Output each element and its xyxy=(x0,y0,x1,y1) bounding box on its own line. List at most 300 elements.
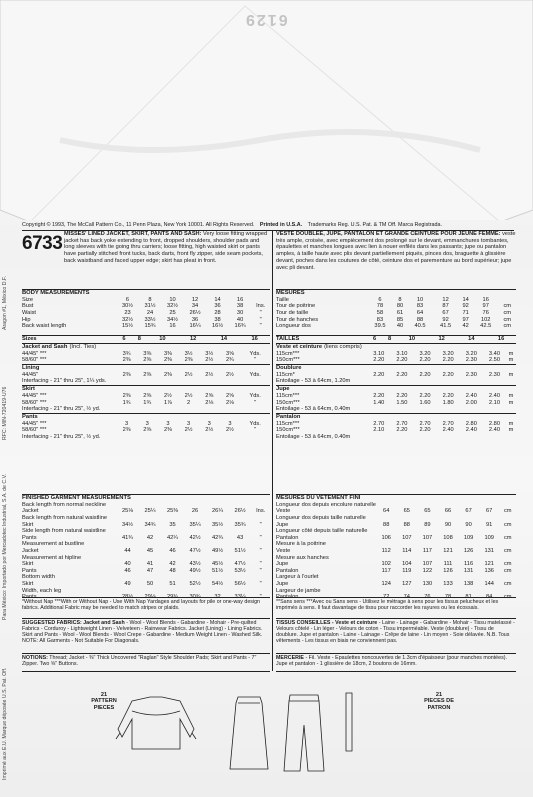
garment-back-views xyxy=(110,689,436,773)
yardage-title: Skirt xyxy=(22,385,35,392)
row-value xyxy=(251,502,270,509)
tailles-header xyxy=(276,336,516,343)
row-value: 88 xyxy=(416,316,424,323)
size-value: 10 xyxy=(408,336,416,342)
table-row xyxy=(22,406,270,413)
row-value xyxy=(417,574,438,581)
row-value xyxy=(139,588,162,595)
row-value: 97 xyxy=(462,316,469,323)
row-value: 40 xyxy=(236,316,244,323)
yardage-group xyxy=(22,406,270,413)
row-value: 126 xyxy=(443,567,453,574)
yardage-value: 3⅝ xyxy=(225,350,234,357)
table-row xyxy=(276,378,516,385)
yardage-title: Veste et ceinture xyxy=(276,343,323,350)
yardage-title: Doublure xyxy=(276,364,302,371)
row-value: cm xyxy=(503,521,512,528)
table-row xyxy=(22,502,270,509)
row-value xyxy=(229,541,252,548)
table-row xyxy=(22,303,270,310)
yardage-value: 3 xyxy=(187,420,191,427)
table-row xyxy=(22,581,270,588)
row-value: cm xyxy=(503,547,512,554)
row-value: 14 xyxy=(462,296,469,303)
yardage-value: 3 xyxy=(207,420,211,427)
size-value: 14 xyxy=(468,336,475,342)
fabric-width: 115cm* xyxy=(276,371,295,378)
envelope-flap xyxy=(0,0,533,220)
fabric-width: 58/60" *** xyxy=(22,357,47,364)
yardage-value: 2½ xyxy=(184,427,193,434)
row-value: 52½ xyxy=(189,580,201,587)
table-row xyxy=(22,588,270,595)
row-value: 25⅛ xyxy=(121,508,134,515)
row-value xyxy=(251,541,270,548)
row-value: 40.5 xyxy=(414,323,426,330)
row-label: Tour de taille xyxy=(276,310,309,317)
row-value xyxy=(251,588,270,595)
row-label: Mesure à la poitrine xyxy=(276,541,326,548)
row-value: 16 xyxy=(482,296,489,303)
table-row xyxy=(22,508,270,515)
row-label: Hip xyxy=(22,316,31,323)
row-value xyxy=(499,588,516,595)
yardage-value: 1.80 xyxy=(442,399,454,406)
pieces-count-fr: 21 xyxy=(435,692,443,698)
row-value: 15½ xyxy=(121,323,134,330)
row-value xyxy=(184,588,207,595)
row-value xyxy=(161,502,184,509)
row-value xyxy=(206,574,229,581)
row-value xyxy=(417,588,438,595)
row-value xyxy=(417,528,438,535)
table-row xyxy=(276,372,516,379)
table-row xyxy=(276,528,516,535)
row-value: 42¾ xyxy=(212,534,224,541)
row-value: 107 xyxy=(422,561,433,568)
table-row xyxy=(22,427,270,434)
row-value: 49½ xyxy=(189,567,201,574)
row-value: 34½ xyxy=(166,316,179,323)
yardage-value: 3.20 xyxy=(465,350,477,357)
yardage-value: 2¾ xyxy=(225,357,234,364)
row-value xyxy=(229,574,252,581)
yardage-value: Yds. xyxy=(249,420,261,427)
yardage-group xyxy=(276,406,516,413)
row-value: 29¾ xyxy=(166,594,179,601)
row-value xyxy=(116,574,139,581)
sash-drawing xyxy=(346,693,352,751)
row-value xyxy=(499,574,516,581)
row-value xyxy=(376,502,397,509)
size-value: 16 xyxy=(497,336,505,342)
row-value xyxy=(376,541,397,548)
row-label: Longueur dos depuis encolure naturelle xyxy=(276,501,376,508)
row-value xyxy=(458,541,479,548)
row-value: 47½ xyxy=(234,561,246,568)
row-value: 29⅛ xyxy=(144,594,156,601)
row-value: 26½ xyxy=(234,508,246,515)
row-value: 67 xyxy=(442,310,449,317)
side-text-4: Aragon #1, México D.F. xyxy=(2,276,8,330)
row-value: 72 xyxy=(383,594,390,601)
yardage-table xyxy=(22,351,270,364)
yardage-value: 2⅝ xyxy=(225,392,234,399)
pieces-count: 21 xyxy=(100,692,108,698)
yardage-value: Yds. xyxy=(249,371,261,378)
row-value: 42 xyxy=(169,561,176,568)
row-label: Pantalon xyxy=(276,594,299,601)
row-value: 46 xyxy=(169,547,176,554)
yardage-group xyxy=(22,434,270,441)
row-value xyxy=(206,541,229,548)
row-value: 87 xyxy=(442,303,449,310)
interfacing-note: Interfacing - 21" thru 25", ½ yd. xyxy=(22,433,101,440)
description-en xyxy=(64,231,270,265)
row-value: 91 xyxy=(486,521,493,528)
row-value: 117 xyxy=(381,567,391,574)
row-value: " xyxy=(259,316,262,323)
row-value: 107 xyxy=(422,534,433,541)
taille-table xyxy=(276,297,516,330)
notions-title: NOTIONS: xyxy=(22,655,48,661)
nap-note-text: *Without Nap ***With or Without Nap - Use With Nap Yardages and layouts for pile or one-way design fabrics. Additional Fabric may be needed to match stripes or plaids. xyxy=(22,599,260,612)
row-value: " xyxy=(259,323,262,330)
yardage-value: 2.20 xyxy=(396,371,408,378)
yardage-value: 1.60 xyxy=(419,399,431,406)
row-label: Skirt xyxy=(22,521,34,528)
row-value: 16 xyxy=(236,296,244,303)
size-value: 16 xyxy=(251,336,258,342)
suggested-fabrics xyxy=(22,618,270,644)
row-value: 65 xyxy=(424,508,431,515)
row-value: 32½ xyxy=(121,316,134,323)
row-value xyxy=(397,528,418,535)
interfacing-note: Entoilage - 53 à 64cm, 0.40m xyxy=(276,406,351,413)
finished-title-fr: MESURES DU VETEMENT FINI xyxy=(276,495,361,501)
row-value: " xyxy=(259,580,262,587)
yardage-value: 2½ xyxy=(205,357,214,364)
table-row xyxy=(22,528,270,535)
row-label: Taille xyxy=(276,296,289,303)
yardage-value: 3½ xyxy=(205,350,214,357)
fabrics-text: - Wool - Wool Blends - Gabardine - Mohair - Pre-quilted Fabrics - Corduroy - Lightweight Linen - Velveteen - Rainwear Fabrics. Jacket (Lining) - Lining Fabrics. Skirt and Pants - Wool - Wool Blends - Wool Crepe - Gabardine - Medium Weight Linen - Washed Silk. NOTE: All Garments - Not Suitable For Diagonals. xyxy=(22,620,263,645)
row-value xyxy=(458,528,479,535)
row-value: cm xyxy=(503,303,512,310)
yardage-value: 2½ xyxy=(225,371,234,378)
yardage-group xyxy=(276,364,516,379)
row-value: 133 xyxy=(443,580,453,587)
trademark-text: Trademarks Reg. U.S. Pat. & TM Off. Marca Registrada. xyxy=(307,222,443,228)
side-text-2: Para México: Importado por Mercadotec Industrial, S.A. de C.V. xyxy=(2,474,8,620)
table-row xyxy=(22,323,270,330)
yardage-value: 3¾ xyxy=(122,350,131,357)
description-fr-title: VESTE DOUBLEE, JUPE, PANTALON ET GRANDE CEINTURE POUR JEUNE FEMME: xyxy=(276,231,501,237)
yardage-value: " xyxy=(254,427,257,434)
row-value xyxy=(161,515,184,522)
yardage-title: Pantalon xyxy=(276,413,301,420)
fabric-width: 58/60" *** xyxy=(22,399,47,406)
yardage-value: " xyxy=(254,399,257,406)
size-table xyxy=(22,297,270,330)
yardage-subtitle: (liens compris) xyxy=(324,343,362,350)
row-value: 58 xyxy=(376,310,384,317)
table-row xyxy=(276,310,516,317)
row-value xyxy=(206,588,229,595)
yardage-value: 2⅜ xyxy=(184,357,193,364)
yardage-table xyxy=(276,406,516,413)
row-value: 112 xyxy=(381,547,391,554)
row-value: " xyxy=(259,521,262,528)
row-value xyxy=(251,515,270,522)
row-value: 107 xyxy=(402,534,412,541)
row-value xyxy=(479,541,500,548)
row-value: 92 xyxy=(442,316,449,323)
yardage-value: 2.80 xyxy=(465,420,477,427)
row-value: 30¾ xyxy=(189,594,201,601)
pieces-label-fr: PIECES DE PATRON xyxy=(424,698,454,711)
row-value xyxy=(139,555,162,562)
yardage-value: 2.70 xyxy=(442,420,454,427)
row-label: Longueur dos depuis taille naturelle xyxy=(276,515,366,522)
table-row xyxy=(276,400,516,407)
row-label: Largeur à l'ourlet xyxy=(276,574,319,581)
row-value: 15¾ xyxy=(144,323,156,330)
row-value xyxy=(417,515,438,522)
row-value: 34½ xyxy=(121,521,134,528)
row-value: 53½ xyxy=(234,567,246,574)
yardage-table xyxy=(22,378,270,385)
yardage-table xyxy=(276,393,516,406)
yardage-value: 2.20 xyxy=(373,392,385,399)
row-value xyxy=(458,515,479,522)
row-value xyxy=(397,574,418,581)
copyright-line xyxy=(22,222,514,228)
mesures-vetement-fini xyxy=(276,494,516,601)
yardage-value: 2.30 xyxy=(465,357,477,364)
row-value: 80 xyxy=(396,303,404,310)
row-label: Pantalon xyxy=(276,567,299,574)
yardage-value: 2.40 xyxy=(465,427,477,434)
row-label: Skirt xyxy=(22,561,34,568)
row-value: " xyxy=(259,567,262,574)
yardage-value: 2⅛ xyxy=(225,399,234,406)
yardage-value: 2⅜ xyxy=(122,427,131,434)
row-label: Jupe xyxy=(276,521,289,528)
row-value: 88 xyxy=(383,521,390,528)
tissus-title: TISSUS CONSEILLES - Veste et ceinture xyxy=(276,620,378,626)
yardage-value: 2.20 xyxy=(419,427,431,434)
size-value: 6 xyxy=(122,336,126,342)
row-label: Back length from normal neckline xyxy=(22,501,107,508)
yardage-value: 2.20 xyxy=(396,357,408,364)
row-value xyxy=(139,528,162,535)
yardage-group xyxy=(22,378,270,385)
row-value: 84 xyxy=(486,594,493,601)
finished-table-fr xyxy=(276,502,516,601)
yardage-value: 2.30 xyxy=(488,371,500,378)
row-value xyxy=(458,502,479,509)
row-value: 106 xyxy=(381,534,391,541)
row-value: 65 xyxy=(403,508,410,515)
table-row xyxy=(22,378,270,385)
yardage-value: m xyxy=(508,350,514,357)
row-value: 24 xyxy=(146,310,154,317)
row-value: cm xyxy=(503,310,512,317)
row-label: Longueur dos xyxy=(276,323,311,330)
row-value xyxy=(184,502,207,509)
table-row xyxy=(22,541,270,548)
yardage-value: m xyxy=(508,420,514,427)
description-fr-text: veste très ample, croisée, avec empiècement dos prolongé sur le devant, emmanchures tombantes, épaulettes et manches longues avec lien à nouer enfilés dans les passants; jupe ou pantalon amples, à taille haute avec plis devant partiellement piqués, pinces dos, braguette à glissière devant, poches dans les coutures de côté, ceinture dos et parementure au bord supérieur; jupe avec pli devant. xyxy=(276,231,516,271)
row-value: 12 xyxy=(191,296,199,303)
yardage-value: 2⅜ xyxy=(122,371,131,378)
table-row xyxy=(22,561,270,568)
yardage-value: 2.70 xyxy=(373,420,385,427)
printed-in: Printed in U.S.A. xyxy=(259,222,303,228)
yardage-table xyxy=(276,378,516,385)
row-value xyxy=(251,528,270,535)
yardage-value: 2⅜ xyxy=(163,357,172,364)
yardage-value: 3 xyxy=(124,420,129,427)
row-value: 10 xyxy=(169,296,176,303)
row-value xyxy=(499,555,516,562)
table-row xyxy=(22,310,270,317)
sens-note-text: **Sans sens ***Avec ou Sans sens - Utilisez le métrage à sens pour les tissus pelucheux et les imprimés à sens. Il faut davantage de tissu pour raccorder les rayures ou les écossais. xyxy=(276,599,499,612)
table-row xyxy=(22,434,270,441)
row-value xyxy=(438,574,459,581)
body-measurements-title: BODY MEASUREMENTS xyxy=(22,290,90,296)
row-label: Mesure aux hanches xyxy=(276,554,329,561)
row-label: Bust xyxy=(22,303,34,310)
yardage-value: 2.20 xyxy=(442,371,454,378)
row-label: Measurement at bustline xyxy=(22,541,85,548)
table-row xyxy=(276,434,516,441)
row-value: " xyxy=(259,310,262,317)
yardage-value: 3.10 xyxy=(396,350,408,357)
column-divider xyxy=(272,231,273,671)
row-value: 35 xyxy=(169,521,176,528)
fabric-width: 115cm*** xyxy=(276,420,300,427)
yardage-value: 2.40 xyxy=(465,392,477,399)
row-label: Back waist length xyxy=(22,323,67,330)
table-row xyxy=(276,541,516,548)
table-row xyxy=(276,393,516,400)
row-value xyxy=(116,528,139,535)
row-label: Pants xyxy=(22,567,37,574)
row-value xyxy=(479,588,500,595)
fabric-width: 44/45" *** xyxy=(22,420,47,427)
row-value: 30½ xyxy=(121,303,134,310)
row-label: Width, each leg xyxy=(22,587,62,594)
yardage-table xyxy=(22,434,270,441)
size-value: 6 xyxy=(373,336,377,342)
yardage-value: m xyxy=(508,357,514,364)
row-value: 67 xyxy=(465,508,472,515)
fabric-width: 150cm*** xyxy=(276,399,300,406)
row-value xyxy=(499,541,516,548)
row-value xyxy=(498,297,516,304)
interfacing-note: Interfacing - 21" thru 25", ½ yd. xyxy=(22,406,101,413)
row-label: Jacket xyxy=(22,508,39,515)
yardage-value: 1.50 xyxy=(396,399,408,406)
yardage-value: 3 xyxy=(145,420,149,427)
yardage-table xyxy=(22,406,270,413)
row-value xyxy=(417,541,438,548)
yardage-value: 2½ xyxy=(184,392,193,399)
fabric-width: 44/45" xyxy=(22,371,39,378)
row-value: 97 xyxy=(482,303,489,310)
row-value: 49½ xyxy=(212,547,224,554)
row-value xyxy=(438,528,459,535)
row-value: 90 xyxy=(465,521,472,528)
yardage-value: 3⅜ xyxy=(163,350,172,357)
flap-stamp: 6129 xyxy=(244,11,288,28)
size-value: 12 xyxy=(438,336,445,342)
yardage-table xyxy=(276,421,516,434)
sizes-header xyxy=(22,336,270,343)
row-value xyxy=(229,588,252,595)
row-value xyxy=(397,588,418,595)
yardage-value: 1¾ xyxy=(143,399,152,406)
yardage-value: 2.20 xyxy=(373,357,385,364)
row-value xyxy=(397,555,418,562)
row-value: cm xyxy=(503,316,512,323)
yardage-value: m xyxy=(508,427,514,434)
mesures-title: MESURES xyxy=(276,290,305,296)
row-value: 76 xyxy=(424,594,431,601)
table-row xyxy=(22,351,270,358)
row-value: 40 xyxy=(396,323,404,330)
table-row xyxy=(276,588,516,595)
notions xyxy=(22,653,270,667)
row-label: Tour de hanches xyxy=(276,316,319,323)
row-value: 81 xyxy=(465,594,472,601)
yardage-title: Lining xyxy=(22,364,40,371)
yardage-title: Jupe xyxy=(276,385,290,392)
yardage-section xyxy=(22,335,270,441)
row-value: 43 xyxy=(236,534,244,541)
yardage-value: 1¾ xyxy=(122,399,131,406)
yardage-value: 2.20 xyxy=(419,392,431,399)
row-label: Jupe xyxy=(276,580,289,587)
description-fr xyxy=(276,231,516,271)
yardage-group xyxy=(22,385,270,406)
row-value xyxy=(251,297,270,304)
table-row xyxy=(276,515,516,522)
table-row xyxy=(22,522,270,529)
row-value xyxy=(116,502,139,509)
fabric-width: 44/45" *** xyxy=(22,392,47,399)
yardage-value: 2.20 xyxy=(419,371,431,378)
row-value: 131 xyxy=(463,567,474,574)
row-value: 114 xyxy=(402,547,412,554)
row-value: " xyxy=(259,534,262,541)
yardage-value: 2.30 xyxy=(465,371,477,378)
row-value xyxy=(139,574,162,581)
yardage-value: 2½ xyxy=(225,427,234,434)
size-value: 10 xyxy=(159,336,166,342)
row-value xyxy=(161,528,184,535)
finished-table xyxy=(22,502,270,601)
row-value: 108 xyxy=(443,534,453,541)
row-value xyxy=(376,555,397,562)
row-value xyxy=(161,541,184,548)
row-value: 109 xyxy=(463,534,474,541)
row-value: Ins. xyxy=(256,508,266,515)
yardage-value: 2.40 xyxy=(442,427,454,434)
mesures xyxy=(276,289,516,330)
